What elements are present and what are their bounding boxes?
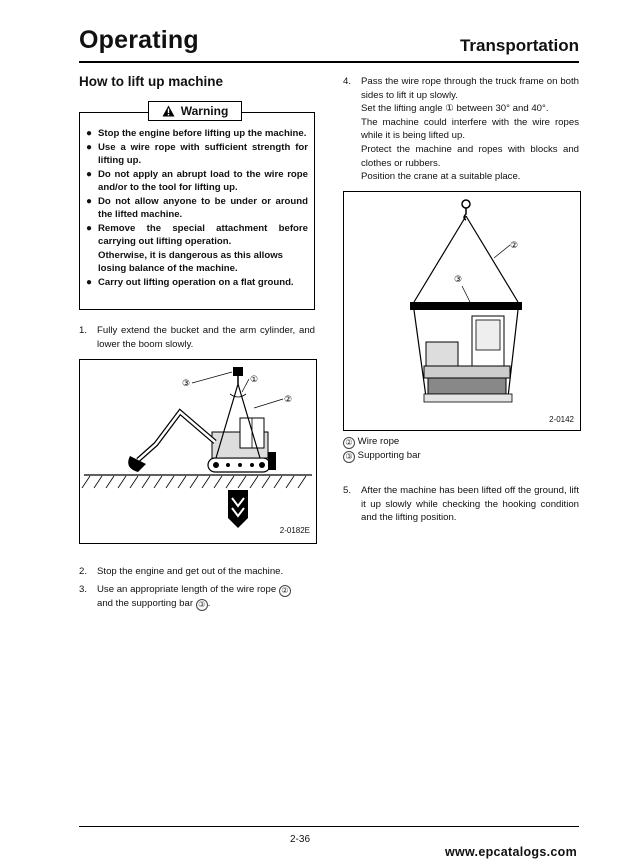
page-number: 2-36 [290,834,311,845]
warning-label-box [148,101,242,121]
step-line: Protect the machine and ropes with blocks and clothes or rubbers. [361,143,579,169]
step-3 [79,583,319,611]
figure-legend [343,435,421,463]
excavator-illustration [80,360,316,543]
step-text-part: and the supporting bar [97,598,194,609]
warning-item: ● Do not allow anyone to be under or around the lifted machine. [86,195,308,222]
figure-code: 2-0182E [279,526,310,535]
watermark: www.epcatalogs.com [444,845,577,859]
page-title: Operating [79,26,199,54]
step-text: Use an appropriate length of the wire rope ② and the supporting bar ③ . [97,583,319,611]
step-number: 1. [79,325,88,336]
step-line: Position the crane at a suitable place. [361,171,521,183]
section-title: Transportation [459,36,579,55]
header-rule [79,61,579,63]
lifting-illustration [344,192,580,430]
step-1 [79,324,315,351]
step-text: Stop the engine and get out of the machine. [97,566,284,577]
svg-text:①: ① [250,375,259,385]
callout-mark: ③ [343,451,355,463]
warning-item: ● Carry out lifting operation on a flat ground. [86,276,308,290]
warning-item: ● Use a wire rope with sufficient strength for lifting up. [86,141,308,168]
step-number: 2. [79,566,88,577]
step-line: The machine could interfere with the wire ropes while it is being lifted up. [361,116,579,142]
legend-item [343,449,421,463]
step-number: 4. [343,76,352,87]
callout-mark: ② [279,585,291,597]
warning-continuation: Otherwise, it is dangerous as this allows losing balance of the machine. [98,249,283,274]
legend-item [343,435,421,449]
svg-text:②: ② [510,241,519,251]
step-2 [79,565,315,579]
figure-excavator-prep [79,359,317,544]
warning-list [86,127,308,289]
step-4 [343,75,579,184]
svg-text:③: ③ [454,275,463,285]
step-number: 5. [343,485,352,496]
subsection-title: How to lift up machine [79,74,223,89]
footer-rule [79,826,579,827]
callout-mark: ③ [196,599,208,611]
step-number: 3. [79,584,88,595]
warning-item: ● Stop the engine before lifting up the machine. [86,127,308,141]
svg-text:③: ③ [182,379,191,389]
warning-item: ● Remove the special attachment before carrying out lifting operation. [86,222,308,249]
legend-text: Supporting bar [357,450,421,461]
step-text: After the machine has been lifted off the ground, lift it up slowly while checking the hooking condition and the lifting position. [361,485,579,524]
figure-lifting [343,191,581,431]
step-line: Pass the wire rope through the truck frame on both sides to lift it up slowly. [361,76,579,101]
warning-label: Warning [180,104,229,118]
step-text: Fully extend the bucket and the arm cylinder, and lower the boom slowly. [97,325,315,350]
warning-item: ● Do not apply an abrupt load to the wire rope and/or to the tool for lifting up. [86,168,308,195]
step-line: Set the lifting angle ① between 30° and 40°. [361,103,549,115]
figure-code: 2-0142 [549,415,574,424]
svg-text:②: ② [284,395,293,405]
warning-triangle-icon [162,105,175,117]
callout-mark: ② [343,437,355,449]
step-text-part: Use an appropriate length of the wire rope [97,584,277,595]
legend-text: Wire rope [357,436,400,447]
step-5 [343,484,579,525]
